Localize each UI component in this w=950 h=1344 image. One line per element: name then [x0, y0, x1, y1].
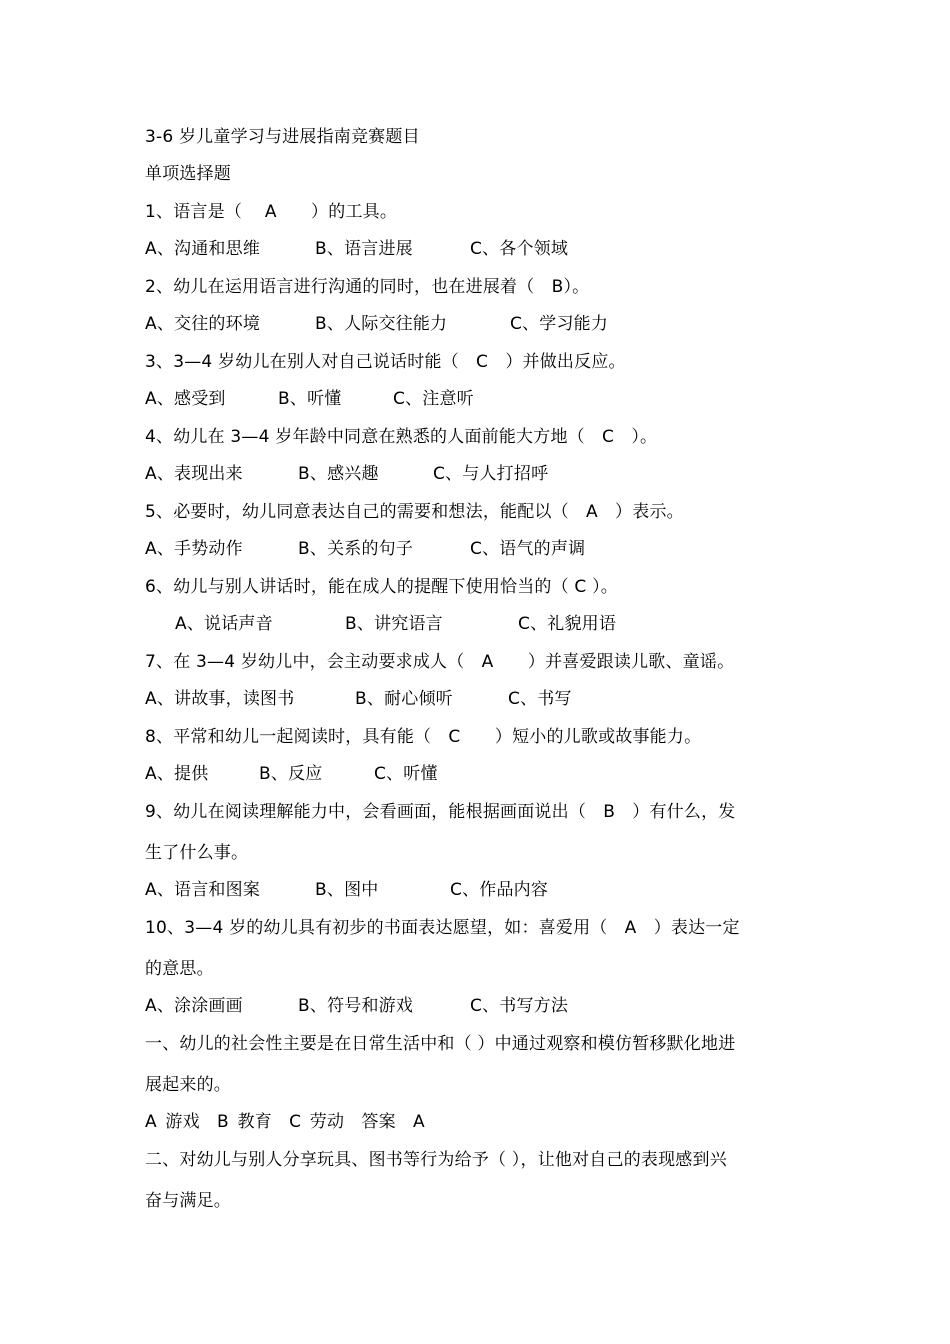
question-7-option-a: A、讲故事，读图书	[145, 689, 295, 709]
question-10-option-b: B、符号和游戏	[298, 996, 414, 1016]
question-9-options	[145, 878, 548, 902]
document-title: 3-6 岁儿童学习与进展指南竞赛题目	[145, 127, 420, 147]
question-1-option-b: B、语言进展	[315, 239, 413, 259]
question-9-option-a: A、语言和图案	[145, 880, 261, 900]
question-6-option-c: C、礼貌用语	[518, 614, 617, 634]
question-5-options	[145, 537, 585, 561]
question-4-option-a: A、表现出来	[145, 464, 243, 484]
social-question-2-stem-line-1: 二、对幼儿与别人分享玩具、图书等行为给予（ ），让他对自己的表现感到兴	[145, 1150, 727, 1170]
question-5-stem: 5、必要时，幼儿同意表达自己的需要和想法，能配以（ A ）表示。	[145, 502, 684, 522]
question-2-stem: 2、幼儿在运用语言进行沟通的同时，也在进展着（ B）。	[145, 277, 590, 297]
question-9-option-b: B、图中	[315, 880, 379, 900]
question-6-option-b: B、讲究语言	[345, 614, 443, 634]
question-8-option-c: C、听懂	[374, 764, 438, 784]
question-4-option-c: C、与人打招呼	[433, 464, 549, 484]
question-8-option-b: B、反应	[259, 764, 323, 784]
question-9-option-c: C、作品内容	[450, 880, 549, 900]
question-2-option-a: A、交往的环境	[145, 314, 261, 334]
question-8-options	[145, 762, 438, 786]
section-heading: 单项选择题	[145, 164, 231, 184]
question-3-option-a: A、感受到	[145, 389, 226, 409]
question-1-options	[145, 237, 568, 261]
question-10-stem-line-1: 10、3—4 岁的幼儿具有初步的书面表达愿望，如：喜爱用（ A ）表达一定	[145, 918, 740, 938]
question-3-option-b: B、听懂	[278, 389, 342, 409]
question-1-option-c: C、各个领域	[470, 239, 569, 259]
question-4-option-b: B、感兴趣	[298, 464, 379, 484]
question-2-options	[145, 312, 608, 336]
question-2-option-b: B、人际交往能力	[315, 314, 448, 334]
question-7-stem: 7、在 3—4 岁幼儿中，会主动要求成人（ A ）并喜爱跟读儿歌、童谣。	[145, 652, 735, 672]
question-4-stem: 4、幼儿在 3—4 岁年龄中同意在熟悉的人面前能大方地（ C ）。	[145, 427, 658, 447]
question-5-option-b: B、关系的句子	[298, 539, 414, 559]
question-1-option-a: A、沟通和思维	[145, 239, 261, 259]
question-3-option-c: C、注意听	[393, 389, 474, 409]
question-9-stem-line-2: 生了什么事。	[145, 843, 249, 863]
question-5-option-a: A、手势动作	[145, 539, 243, 559]
social-question-1-options: A 游戏 B 教育 C 劳动 答案 A	[145, 1112, 425, 1132]
question-3-options	[145, 387, 474, 411]
question-6-stem: 6、幼儿与别人讲话时，能在成人的提醒下使用恰当的（ C ）。	[145, 577, 618, 597]
question-7-option-b: B、耐心倾听	[355, 689, 453, 709]
question-10-options	[145, 994, 568, 1018]
question-9-stem-line-1: 9、幼儿在阅读理解能力中，会看画面，能根据画面说出（ B ）有什么，发	[145, 802, 736, 822]
question-4-options	[145, 462, 548, 486]
question-6-options	[175, 612, 616, 636]
social-question-1-stem-line-1: 一、幼儿的社会性主要是在日常生活中和（ ）中通过观察和模仿暂移默化地进	[145, 1034, 736, 1054]
question-6-option-a: A、说话声音	[175, 614, 273, 634]
question-8-option-a: A、提供	[145, 764, 209, 784]
question-10-option-c: C、书写方法	[470, 996, 569, 1016]
social-question-1-stem-line-2: 展起来的。	[145, 1075, 231, 1095]
question-3-stem: 3、3—4 岁幼儿在别人对自己说话时能（ C ）并做出反应。	[145, 352, 626, 372]
question-10-stem-line-2: 的意思。	[145, 959, 214, 979]
question-2-option-c: C、学习能力	[510, 314, 609, 334]
social-question-2-stem-line-2: 奋与满足。	[145, 1191, 231, 1211]
question-1-stem: 1、语言是（ A ）的工具。	[145, 202, 398, 222]
question-8-stem: 8、平常和幼儿一起阅读时，具有能（ C ）短小的儿歌或故事能力。	[145, 727, 702, 747]
question-7-option-c: C、书写	[508, 689, 572, 709]
question-10-option-a: A、涂涂画画	[145, 996, 243, 1016]
question-5-option-c: C、语气的声调	[470, 539, 586, 559]
question-7-options	[145, 687, 572, 711]
